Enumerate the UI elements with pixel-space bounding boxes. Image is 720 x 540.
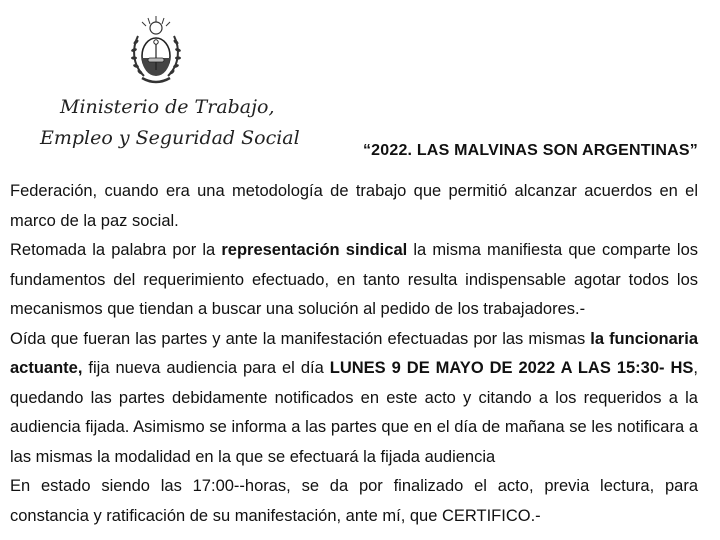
ministry-name-line1: Ministerio de Trabajo, bbox=[60, 96, 275, 118]
argentine-coat-of-arms-icon bbox=[128, 14, 184, 90]
text-run: fija nueva audiencia para el día bbox=[82, 359, 330, 377]
document-body bbox=[10, 177, 698, 531]
paragraph-3 bbox=[10, 325, 698, 473]
text-run: Federación, cuando era una metodología de trabajo que permitió alcanzar acuerdos en el marco de la paz social. bbox=[10, 182, 698, 230]
year-motto: “2022. LAS MALVINAS SON ARGENTINAS” bbox=[362, 142, 698, 159]
text-run: la misma manifiesta que comparte los fundamentos del requerimiento efectuado, en tanto resulta indispensable agotar todos los mecanismos que tiendan a buscar una solución al pedido de los trabajadores.- bbox=[10, 241, 699, 318]
letterhead bbox=[0, 0, 720, 170]
text-run: Oída que fueran las partes y ante la manifestación efectuadas por las mismas bbox=[10, 329, 591, 348]
paragraph-1 bbox=[10, 177, 698, 236]
bold-text-run: LUNES 9 DE MAYO DE 2022 A LAS 15:30- HS bbox=[329, 359, 694, 377]
bold-text-run: representación sindical bbox=[221, 241, 408, 259]
text-run: , quedando las partes debidamente notificados en este acto y citando a los requeridos a la audiencia fijada. Asimismo se informa a las partes que en el día de mañana se les notificara a las mismas la modalidad en la que se efectuará la fijada audiencia bbox=[10, 359, 698, 466]
bold-text-run: la funcionaria actuante, bbox=[10, 329, 698, 377]
text-run: En estado siendo las 17:00--horas, se da por finalizado el acto, previa lectura, para constancia y ratificación de su manifestación, ante mí, que CERTIFICO.- bbox=[10, 477, 698, 525]
paragraph-2 bbox=[10, 236, 698, 325]
ministry-name-line2: Empleo y Seguridad Social bbox=[40, 127, 300, 149]
ministry-name bbox=[40, 92, 300, 154]
paragraph-4 bbox=[10, 472, 698, 531]
text-run: Retomada la palabra por la bbox=[10, 241, 222, 259]
